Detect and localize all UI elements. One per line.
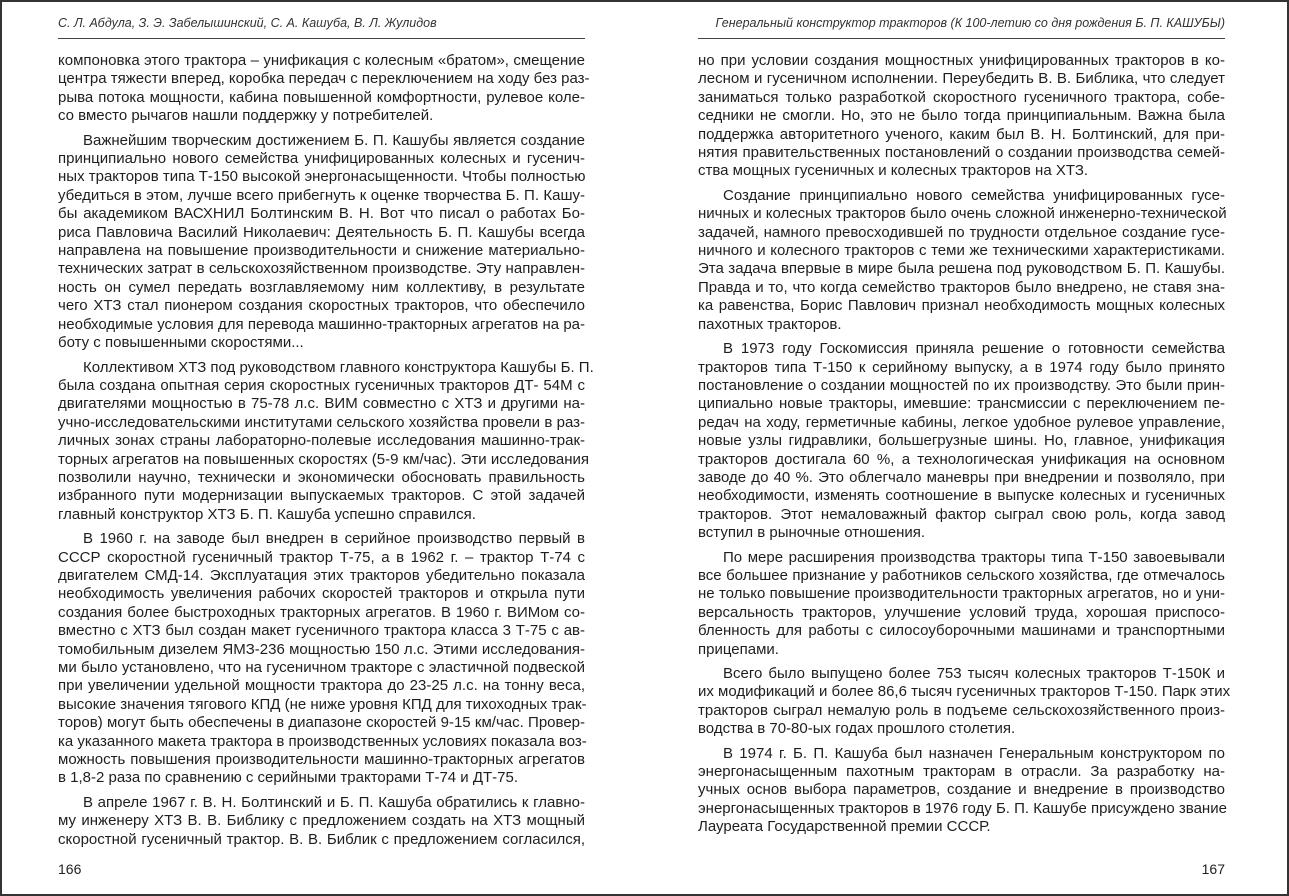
body-text [58,52,594,855]
text-line: томобильным дизелем ЯМЗ-236 мощностью 150 л.с. Этими исследования- [58,640,585,658]
text-line: В 1960 г. на заводе был внедрен в серийное производство первый в [83,530,585,548]
text-line: компоновка этого трактора – унификация с колесным «братом», смещение [58,52,585,69]
paragraph [58,530,585,788]
text-line: Эта задача впервые в мире была решена под руководством Б. П. Кашубы. [698,260,1225,278]
text-line: Лауреата Государственной премии СССР. [698,818,991,836]
text-line: бы академиком ВАСХНИЛ Болтинским В. Н. Вот что писал о работах Бо- [58,205,585,223]
text-line: тракторов достигала 60 %, а технологическая унификация на основном [698,450,1225,468]
text-line: заниматься только разработкой скоростного гусеничного трактора, собе- [698,88,1225,106]
text-line: скоростной гусеничный трактор. В. В. Библик с предложением согласился, [58,830,585,848]
text-line: можность повышения производительности машинно-тракторных агрегатов [58,751,585,769]
text-line: риса Павловича Василий Николаевич: Деятельность Б. П. Кашубы всегда [58,223,585,241]
text-line: главный конструктор ХТЗ Б. П. Кашуба успешно справился. [58,505,476,523]
running-head-title: Генеральный конструктор тракторов (К 100-летию со дня рождения Б. П. КАШУБЫ) [698,16,1225,39]
text-line: ничных и колесных тракторов было очень сложной инженерно-технической [698,205,1227,223]
paragraph [698,187,1225,334]
text-line: пахотных тракторов. [698,315,842,333]
text-line: все большее признание у работников сельского хозяйства, где отмечалось [698,566,1225,584]
text-line: чего ХТЗ стал пионером создания скоростных тракторов, что обеспечило [58,297,585,315]
text-line: технических затрат в сельскохозяйственном производстве. Эту направлен- [58,260,585,278]
text-line: центра тяжести вперед, коробка передач с переключением на ходу без раз- [58,70,590,88]
text-line: была создана опытная серия скоростных гусеничных тракторов ДТ- 54М с [58,376,585,394]
text-line: Правда и то, что когда семейство тракторов было внедрено, не ставя зна- [698,278,1225,296]
paragraph [698,745,1225,837]
text-line: ми было установлено, что на гусеничном тракторе с эластичной подвеской [58,659,585,676]
text-line: седники не смогли. Но, это не было тогда принципиальным. Важна была [698,107,1225,125]
text-line: рыва потока мощности, кабина повышенной комфортности, рулевое коле- [58,88,585,106]
text-line: энергонасыщенным пахотным тракторам в отрасли. За разработку на- [698,763,1225,781]
text-line: высокие значения тягового КПД (не ниже уровня КПД для тихоходных трак- [58,695,587,713]
text-line: избранного пути модернизации выпускаемых тракторов. С этой задачей [58,487,585,505]
text-line: необходимости, изменять соотношение в выпуске колесных и гусеничных [698,487,1225,505]
text-line: ка равенства, Борис Павлович признал необходимость мощных колесных [698,297,1225,315]
text-line: убедиться в этом, лучше всего прибегнуть к оценке творчества Б. П. Кашу- [58,186,585,204]
text-line: вместно с ХТЗ был создан макет гусеничного трактора класса 3 Т-75 с ав- [58,622,585,640]
text-line: со вместо рычагов нашли поддержку у потребителей. [58,107,434,125]
text-line: позволили научно, технически и экономически обосновать правильность [58,468,585,486]
text-line: тракторов. Этот немаловажный фактор сыграл свою роль, когда завод [698,505,1225,523]
text-line: В 1974 г. Б. П. Кашуба был назначен Генеральным конструктором по [723,744,1225,762]
text-line: личных зонах страны лабораторно-полевые исследования машинно-трак- [58,432,585,450]
paragraph [698,340,1225,542]
text-line: лесном и гусеничном исполнении. Переубедить В. В. Библика, что следует [698,70,1225,88]
text-line: ства мощных гусеничных и колесных тракторов на ХТЗ. [698,162,1089,180]
text-line: тракторов типа Т-150 к серийному выпуску, а в 1974 году было принято [698,358,1225,376]
text-line: В 1973 году Госкомиссия приняла решение о готовности семейства [723,340,1225,358]
paragraph [698,549,1225,659]
text-line: вступил в рыночные отношения. [698,524,926,542]
text-line: ка указанного макета трактора в производственных условиях показала воз- [58,732,587,750]
text-line: В апреле 1967 г. В. Н. Болтинский и Б. П. Кашуба обратились к главно- [83,793,585,811]
text-line: Коллективом ХТЗ под руководством главного конструктора Кашубы Б. П. [83,358,594,376]
text-line: тракторов сыграл немалую роль в подъеме сельскохозяйственного произ- [698,701,1225,719]
text-line: постановление о создании мощностей по их производству. Это были прин- [698,376,1225,394]
text-line: ных тракторов типа Т-150 высокой энергонасыщенности. Чтобы полностью [58,168,586,186]
text-line: но при условии создания мощностных унифицированных тракторов в ко- [698,52,1225,69]
text-line: принципиально нового семейства унифицированных колесных и гусенич- [58,150,585,168]
text-line: создания более быстроходных тракторных агрегатов. В 1960 г. ВИМом со- [58,603,585,621]
text-line: учно-исследовательскими институтами сельского хозяйства провели в раз- [58,413,585,431]
text-line: нятия правительственных постановлений о создании производства семей- [698,144,1225,162]
text-line: ничного и колесного тракторов с теми же техническими характеристиками. [698,242,1225,260]
paragraph [58,358,594,525]
text-line: двигателем СМД-14. Эксплуатация этих тракторов убедительно показала [58,566,585,584]
text-line: редач на ходу, герметичные кабины, легкое удобное рулевое управление, [698,413,1225,431]
text-line: му инженеру ХТЗ В. В. Библику с предложением создать на ХТЗ мощный [58,812,585,830]
paragraph [58,132,585,353]
text-line: заводе до 40 %. Это облегчало маневры при внедрении и позволяло, при [698,468,1225,486]
running-head-authors: С. Л. Абдула, З. Э. Забелышинский, С. А. Кашуба, В. Л. Жулидов [58,16,585,39]
text-line: новые узлы гидравлики, большегрузные шины. Но, главное, унификация [698,432,1225,450]
text-line: не только повышение производительности тракторных агрегатов, но и уни- [698,585,1225,603]
text-line: торных агрегатов на повышенных скоростях (5-9 км/час). Эти исследования [58,450,590,468]
paragraph [698,52,1225,181]
text-line: ность он сумел передать возглавляемому ним коллективу, в результате [58,278,585,296]
text-line: при увеличении удельной мощности трактора до 23-25 л.с. на тонну веса, [58,677,585,695]
text-line: задачей, намного превосходившей по трудности отдельное создание гусе- [698,223,1225,241]
text-line: версальность тракторов, улучшение условий труда, хорошая приспосо- [698,603,1225,621]
text-line: Создание принципиально нового семейства унифицированных гусе- [723,186,1225,204]
text-line: учных основ выбора параметров, создание и внедрение в производство [698,781,1225,799]
text-line: По мере расширения производства тракторы типа Т-150 завоевывали [723,548,1225,566]
text-line: необходимые условия для перевода машинно-тракторных агрегатов на ра- [58,315,585,333]
text-line: двигателями мощностью в 75-78 л.с. ВИМ совместно с ХТЗ и другими на- [58,395,585,413]
text-line: необходимость увеличения рабочих скоростей тракторов и открыла пути [58,585,585,603]
paragraph [698,665,1231,739]
text-line: Важнейшим творческим достижением Б. П. Кашубы является создание [83,131,585,149]
text-line: поддержка авторитетного ученого, каким был В. Н. Болтинский, для при- [698,125,1225,143]
body-text [698,52,1231,843]
text-line: боту с повышенными скоростями... [58,334,304,352]
text-line: в 1,8-2 раза по сравнению с серийными тракторами Т-74 и ДТ-75. [58,769,519,787]
page-number: 167 [1201,861,1225,877]
text-line: их модификаций и более 86,6 тысяч гусеничных тракторов Т-150. Парк этих [698,683,1231,701]
paragraph [58,794,585,849]
text-line: Всего было выпущено более 753 тысяч колесных тракторов Т-150К и [723,665,1225,682]
text-line: бленность для работы с силосоуборочными машинами и транспортными [698,622,1225,640]
left-page [58,2,594,894]
text-line: направлена на повышение производительности и снижение материально- [58,242,585,260]
paragraph [58,52,590,126]
text-line: торов) могут быть обеспечены в диапазоне скоростей 9-15 км/час. Провер- [58,714,585,732]
right-page [698,2,1231,894]
text-line: прицепами. [698,640,779,658]
text-line: ципиально новые тракторы, имевшие: трансмиссии с переключением пе- [698,395,1225,413]
text-line: энергонасыщенных тракторов в 1976 году Б. П. Кашубе присуждено звание [698,799,1227,817]
page-number: 166 [58,861,82,877]
text-line: СССР скоростной гусеничный трактор Т-75, а в 1962 г. – трактор Т-74 с [58,548,585,566]
text-line: водства в 70-80-ых годах прошлого столетия. [698,720,1016,738]
